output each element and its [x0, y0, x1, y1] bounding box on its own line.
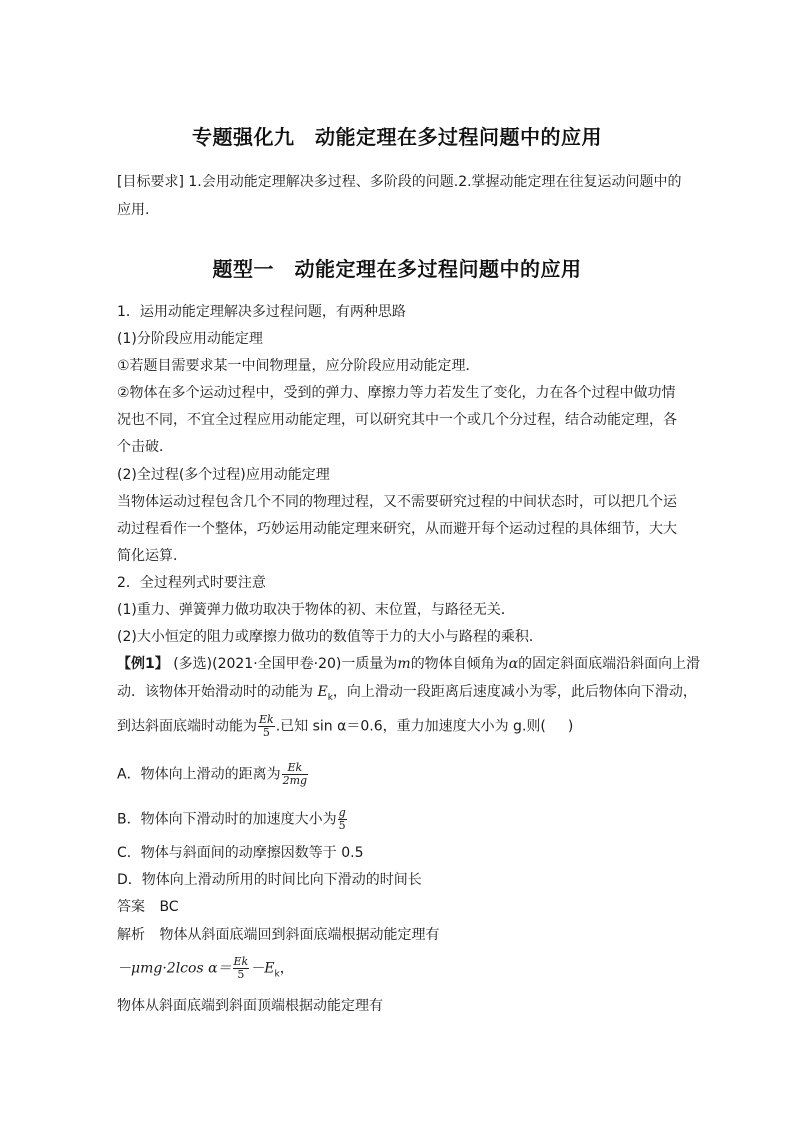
answer-line [117, 897, 179, 917]
answer-label: 答案 [117, 899, 145, 915]
example-text: 到达斜面底端时动能为 [117, 718, 257, 735]
equation-part: －μmg·2lcos α＝ [117, 960, 232, 977]
body-paragraph: 动过程看作一个整体，巧妙运用动能定理来研究，从而避开每个运动过程的具体细节，大大 [117, 521, 677, 537]
objective-line-2: 应用. [117, 202, 150, 218]
body-paragraph: (1)重力、弹簧弹力做功取决于物体的初、末位置，与路径无关． [117, 602, 515, 618]
math-subscript: k [327, 692, 333, 703]
math-symbol: m [397, 656, 411, 672]
objective-text-1: 1.会用动能定理解决多过程、多阶段的问题.2.掌握动能定理在往复运动问题中的 [188, 174, 682, 190]
fraction-denominator: 2mg [282, 774, 308, 787]
analysis-line-2: 物体从斜面底端到斜面顶端根据动能定理有 [117, 998, 383, 1014]
example-text: ) [567, 718, 574, 735]
fraction-denominator: 5 [237, 968, 245, 981]
body-paragraph: (2)全过程(多个过程)应用动能定理 [117, 467, 330, 483]
example-text: (多选)(2021·全国甲卷·20)一质量为 [173, 656, 398, 672]
fraction-denominator: 5 [262, 726, 270, 739]
option-d: D．物体向上滑动所用的时间比向下滑动的时间长 [117, 872, 422, 888]
option-text: B．物体向下滑动时的加速度大小为 [117, 811, 337, 828]
answer-value: BC [159, 899, 179, 915]
option-c: C．物体与斜面间的动摩擦因数等于 0.5 [117, 845, 364, 861]
body-paragraph: ②物体在多个运动过程中，受到的弹力、摩擦力等力若发生了变化，力在各个过程中做功情 [117, 385, 676, 401]
fraction [338, 807, 347, 832]
example-text: .已知 sin α＝0.6，重力加速度大小为 g.则( [275, 718, 546, 735]
fraction [233, 956, 250, 981]
option-b [117, 807, 348, 832]
fraction-denominator: 5 [338, 819, 346, 832]
analysis-label: 解析 [117, 927, 145, 943]
body-paragraph: 个击破． [117, 439, 173, 455]
fraction [258, 714, 275, 739]
equation-part: ， [279, 960, 294, 977]
body-paragraph: (1)分阶段应用动能定理 [117, 331, 263, 347]
fraction [282, 762, 308, 787]
body-paragraph: (2)大小恒定的阻力或摩擦力做功的数值等于力的大小与路程的乘积． [117, 629, 543, 645]
equation-part: －E [250, 960, 275, 977]
example-text: 的固定斜面底端沿斜面向上滑 [518, 656, 701, 672]
fraction-numerator: g [338, 806, 346, 819]
page-title: 专题强化九 动能定理在多过程问题中的应用 [192, 125, 602, 149]
body-paragraph: 1．运用动能定理解决多过程问题，有两种思路 [117, 304, 406, 320]
example-text: 的物体自倾角为 [410, 656, 509, 672]
math-symbol: α [508, 656, 519, 672]
example-line-2 [117, 682, 697, 708]
example-line-3 [117, 714, 573, 739]
fraction-numerator: Ek [282, 762, 308, 775]
body-paragraph: ①若题目需要求某一中间物理量，应分阶段应用动能定理． [117, 358, 480, 374]
objective-line-1 [117, 172, 682, 192]
body-paragraph: 简化运算． [117, 548, 187, 564]
body-paragraph: 2．全过程列式时要注意 [117, 575, 266, 591]
math-subscript: k [274, 969, 280, 980]
example-text: ，向上滑动一段距离后速度减小为零，此后物体向下滑动， [332, 684, 697, 700]
body-paragraph: 况也不同，不宜全过程应用动能定理，可以研究其中一个或几个分过程，结合动能定理，各 [117, 412, 677, 428]
analysis-text: 物体从斜面底端回到斜面底端根据动能定理有 [159, 927, 440, 943]
objective-tag: [目标要求] [117, 174, 184, 190]
body-paragraph: 当物体运动过程包含几个不同的物理过程，又不需要研究过程的中间状态时，可以把几个运 [117, 494, 677, 510]
fraction-numerator: Ek [259, 713, 274, 726]
equation-line [117, 956, 294, 984]
option-text: A．物体向上滑动的距离为 [117, 766, 281, 783]
section-title: 题型一 动能定理在多过程问题中的应用 [212, 257, 582, 281]
example-line-1 [117, 654, 700, 674]
math-symbol: E [317, 684, 328, 700]
example-text: 动．该物体开始滑动时的动能为 [117, 684, 318, 700]
option-a [117, 762, 309, 787]
fraction-numerator: Ek [233, 955, 249, 968]
example-tag: 【例1】 [117, 656, 169, 672]
analysis-line [117, 925, 439, 945]
